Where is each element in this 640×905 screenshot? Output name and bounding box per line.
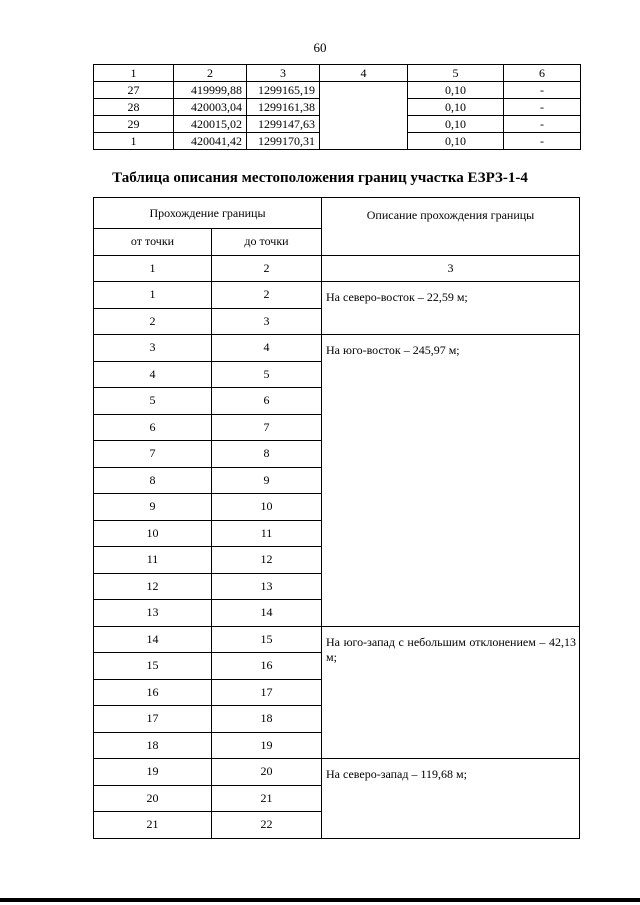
to-point: 6: [212, 388, 322, 415]
description-header: Описание прохождения границы: [322, 198, 580, 256]
from-point: 11: [94, 547, 212, 574]
from-point: 10: [94, 520, 212, 547]
boundary-description: На северо-запад – 119,68 м;: [322, 759, 580, 839]
y-coordinate: 1299161,38: [247, 99, 320, 116]
to-point: 20: [212, 759, 322, 786]
column-header: 5: [408, 65, 504, 82]
accuracy-value: 0,10: [408, 82, 504, 99]
to-point: 21: [212, 785, 322, 812]
from-point: 16: [94, 679, 212, 706]
dash-value: -: [504, 116, 581, 133]
to-point: 11: [212, 520, 322, 547]
point-number: 27: [94, 82, 174, 99]
from-point: 3: [94, 335, 212, 362]
to-point: 3: [212, 308, 322, 335]
to-point: 14: [212, 600, 322, 627]
column-number: 2: [212, 255, 322, 282]
from-point: 21: [94, 812, 212, 839]
coordinates-table: [93, 64, 581, 150]
column-number-row: [94, 255, 580, 282]
from-point: 6: [94, 414, 212, 441]
from-point: 4: [94, 361, 212, 388]
accuracy-value: 0,10: [408, 116, 504, 133]
to-point: 17: [212, 679, 322, 706]
point-number: 1: [94, 133, 174, 150]
column-header: 3: [247, 65, 320, 82]
from-point: 20: [94, 785, 212, 812]
bottom-scan-edge: [0, 898, 640, 902]
from-point: 9: [94, 494, 212, 521]
to-point: 7: [212, 414, 322, 441]
from-point-header: от точки: [94, 229, 212, 256]
point-number: 28: [94, 99, 174, 116]
to-point: 9: [212, 467, 322, 494]
boundary-description-table: [93, 197, 580, 839]
column-header: 2: [174, 65, 247, 82]
boundary-description: На юго-восток – 245,97 м;: [322, 335, 580, 627]
empty-cell: [320, 82, 408, 150]
x-coordinate: 420041,42: [174, 133, 247, 150]
table-row: [94, 335, 580, 362]
to-point: 16: [212, 653, 322, 680]
to-point: 19: [212, 732, 322, 759]
column-header: 6: [504, 65, 581, 82]
from-point: 2: [94, 308, 212, 335]
table-row: [94, 282, 580, 309]
to-point: 2: [212, 282, 322, 309]
x-coordinate: 420003,04: [174, 99, 247, 116]
to-point: 22: [212, 812, 322, 839]
point-number: 29: [94, 116, 174, 133]
from-point: 15: [94, 653, 212, 680]
from-point: 14: [94, 626, 212, 653]
boundary-description: На северо-восток – 22,59 м;: [322, 282, 580, 335]
to-point: 15: [212, 626, 322, 653]
table-row: [94, 82, 581, 99]
to-point: 5: [212, 361, 322, 388]
to-point: 8: [212, 441, 322, 468]
to-point: 10: [212, 494, 322, 521]
table-header-row: [94, 65, 581, 82]
boundary-passage-header: Прохождение границы: [94, 198, 322, 229]
column-header: 4: [320, 65, 408, 82]
y-coordinate: 1299170,31: [247, 133, 320, 150]
y-coordinate: 1299165,19: [247, 82, 320, 99]
x-coordinate: 419999,88: [174, 82, 247, 99]
from-point: 1: [94, 282, 212, 309]
accuracy-value: 0,10: [408, 133, 504, 150]
to-point: 13: [212, 573, 322, 600]
to-point: 12: [212, 547, 322, 574]
table-row: [94, 626, 580, 653]
to-point: 18: [212, 706, 322, 733]
column-number: 3: [322, 255, 580, 282]
table-title: Таблица описания местоположения границ участка ЕЗРЗ-1-4: [112, 170, 528, 186]
from-point: 5: [94, 388, 212, 415]
from-point: 13: [94, 600, 212, 627]
from-point: 12: [94, 573, 212, 600]
page-number: 60: [313, 40, 327, 55]
dash-value: -: [504, 82, 581, 99]
x-coordinate: 420015,02: [174, 116, 247, 133]
dash-value: -: [504, 99, 581, 116]
from-point: 19: [94, 759, 212, 786]
to-point-header: до точки: [212, 229, 322, 256]
table-row: [94, 759, 580, 786]
table-header-row: [94, 198, 580, 229]
column-number: 1: [94, 255, 212, 282]
from-point: 8: [94, 467, 212, 494]
y-coordinate: 1299147,63: [247, 116, 320, 133]
from-point: 7: [94, 441, 212, 468]
boundary-description: На юго-запад с небольшим отклонением – 42,13 м;: [322, 626, 580, 759]
from-point: 17: [94, 706, 212, 733]
accuracy-value: 0,10: [408, 99, 504, 116]
column-header: 1: [94, 65, 174, 82]
from-point: 18: [94, 732, 212, 759]
to-point: 4: [212, 335, 322, 362]
dash-value: -: [504, 133, 581, 150]
